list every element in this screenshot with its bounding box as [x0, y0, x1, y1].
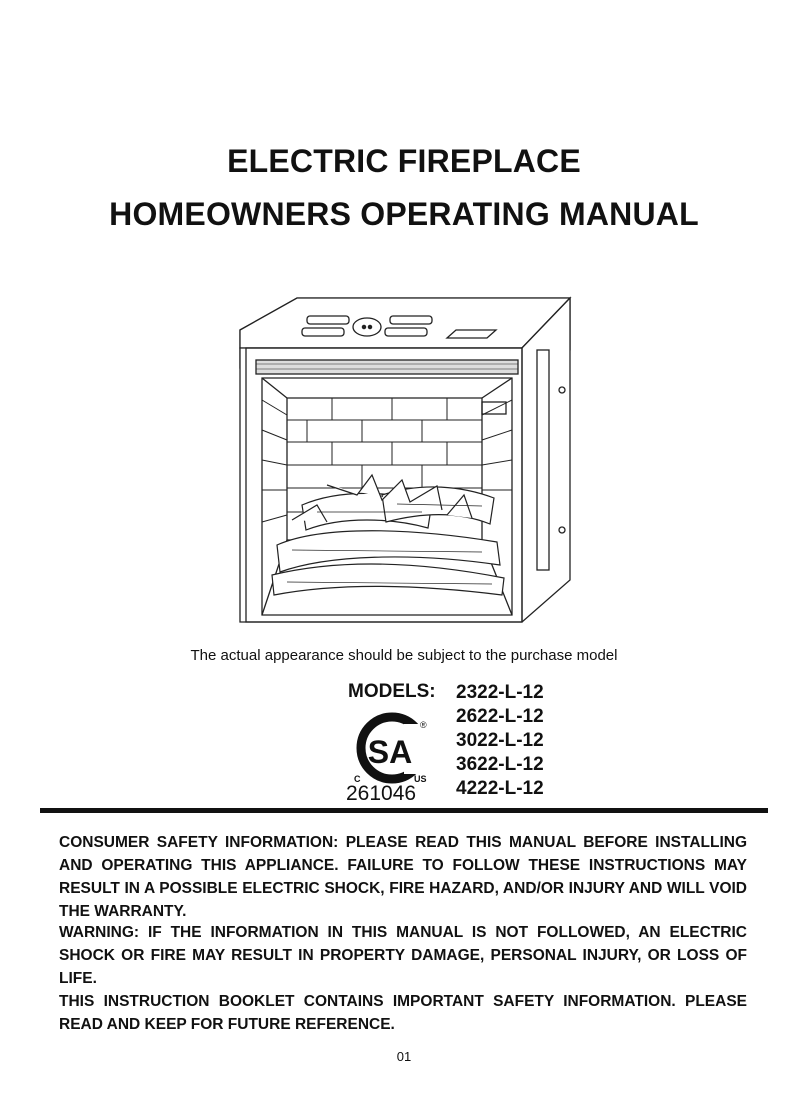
warning-paragraph: WARNING: IF THE INFORMATION IN THIS MANUAL IS NOT FOLLOWED, AN ELECTRIC SHOCK OR FIRE MAY RESULT IN PROPERTY DAMAGE, PERSONAL INJURY, OR LOSS OF LIFE.: [59, 924, 747, 987]
model-number: 3622-L-12: [456, 754, 544, 775]
cert-right-letters: US: [414, 774, 427, 784]
cert-left-letter: C: [354, 774, 361, 784]
model-number: 4222-L-12: [456, 778, 544, 799]
title-line-2: HOMEOWNERS OPERATING MANUAL: [109, 196, 699, 232]
svg-text:®: ®: [420, 720, 427, 730]
page-number: 01: [396, 1049, 412, 1064]
model-number: 2322-L-12: [456, 682, 544, 703]
model-number: 2622-L-12: [456, 706, 544, 727]
appearance-caption: The actual appearance should be subject to the purchase model: [190, 647, 618, 664]
svg-text:SA: SA: [367, 734, 413, 770]
divider-rule: [40, 808, 768, 813]
booklet-notice-paragraph: THIS INSTRUCTION BOOKLET CONTAINS IMPORTANT SAFETY INFORMATION. PLEASE READ AND KEEP FOR FUTURE REFERENCE.: [59, 993, 747, 1033]
title-line-1: ELECTRIC FIREPLACE: [227, 143, 581, 179]
model-number: 3022-L-12: [456, 730, 544, 751]
fireplace-illustration: [232, 290, 582, 630]
models-label: MODELS:: [348, 681, 436, 702]
model-list: [456, 681, 544, 801]
certification-number: 261046: [346, 782, 417, 805]
consumer-safety-paragraph: CONSUMER SAFETY INFORMATION: PLEASE READ THIS MANUAL BEFORE INSTALLING AND OPERATING THIS APPLIANCE. FAILURE TO FOLLOW THESE INSTRUCTIONS MAY RESULT IN A POSSIBLE ELECTRIC SHOCK, FIRE HAZARD, AND/OR INJURY AND WILL VOID THE WARRANTY.: [59, 834, 747, 920]
